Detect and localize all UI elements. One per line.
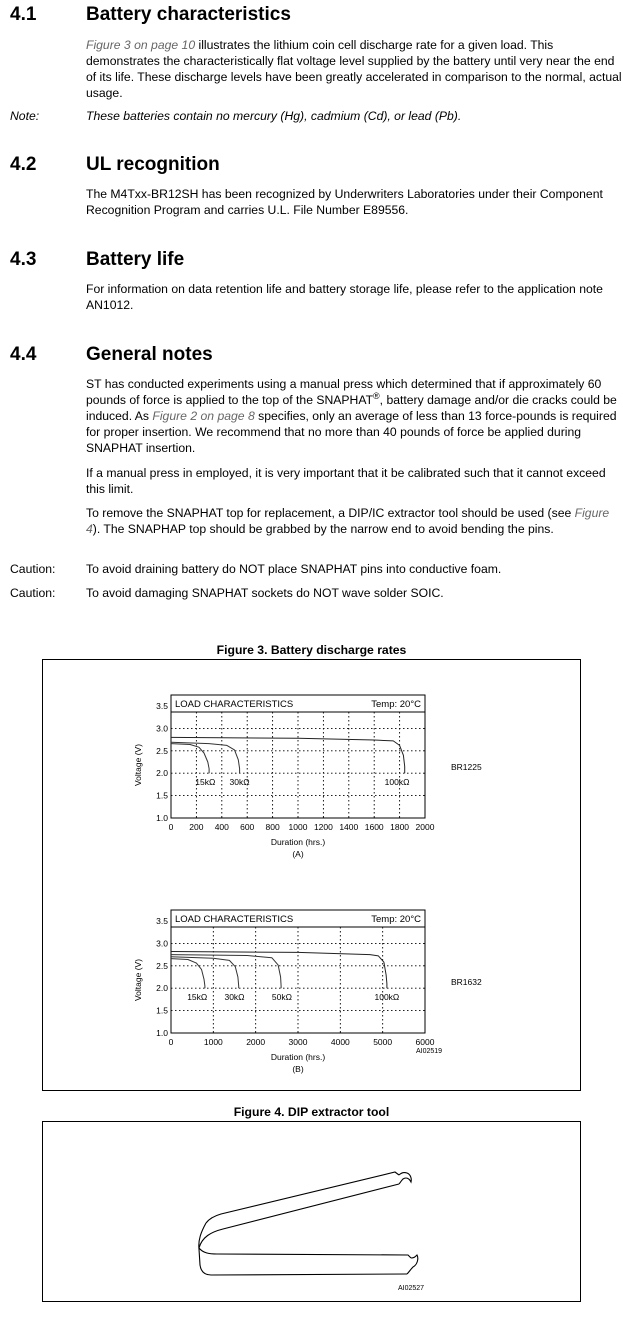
x-tick-label: 200	[189, 822, 204, 832]
x-tick-label: 1800	[390, 822, 410, 832]
paragraph-text: specifies, only an average of less than 13 force-pounds is required for proper insertion. We recommend that no more than 40 pounds of force be applied during SNAPHAT insertion.	[86, 409, 617, 455]
x-axis-label: Duration (hrs.)	[270, 837, 326, 847]
tool-outer-outline	[199, 1223, 407, 1275]
curve-label: 50kΩ	[271, 992, 292, 1003]
x-tick-label: 5000	[373, 1037, 393, 1047]
chart-title: LOAD CHARACTERISTICS	[175, 914, 294, 925]
section-paragraph: The M4Txx-BR12SH has been recognized by Underwriters Laboratories under their Component Recognition Program and carries U.L. File Number E89556.	[86, 187, 603, 217]
chart-title: LOAD CHARACTERISTICS	[175, 699, 294, 710]
section-paragraph	[86, 37, 622, 101]
y-tick-label: 2.5	[156, 960, 168, 971]
temperature-annotation: Temp: 20°C	[371, 914, 421, 925]
section-number: 4.2	[10, 154, 37, 175]
y-tick-label: 2.5	[156, 745, 168, 756]
paragraph-text: ). The SNAPHAP top should be grabbed by the narrow end to avoid bending the pins.	[92, 522, 554, 536]
figure-frame	[42, 659, 581, 1091]
figure-caption: Figure 3. Battery discharge rates	[216, 643, 407, 657]
x-tick-label: 600	[240, 822, 255, 832]
registered-mark: ®	[373, 390, 380, 401]
x-tick-label: 0	[168, 822, 174, 832]
curve-label: 100kΩ	[374, 992, 400, 1003]
section-paragraph: For information on data retention life and battery storage life, please refer to the application note AN1012.	[86, 282, 603, 312]
section-number: 4.4	[10, 344, 37, 365]
figure-reference-link[interactable]: Figure 3 on page 10	[86, 38, 196, 52]
tool-upper-arm-bottom	[199, 1184, 399, 1248]
x-tick-label: 0	[168, 1037, 174, 1047]
figure-reference-link[interactable]: Figure 4	[86, 506, 610, 536]
x-tick-label: 1600	[364, 822, 384, 832]
x-tick-label: 400	[214, 822, 229, 832]
y-tick-label: 3.5	[156, 701, 168, 711]
y-tick-label: 3.0	[156, 723, 168, 734]
section-title: UL recognition	[86, 154, 220, 175]
section-title: General notes	[86, 344, 213, 365]
chart-sublabel: (B)	[292, 1064, 304, 1074]
curve-label: 15kΩ	[195, 777, 216, 788]
section-number: 4.1	[10, 4, 37, 25]
x-tick-label: 2000	[415, 822, 435, 832]
y-axis-label: Voltage (V)	[133, 743, 143, 787]
tool-lower-arm-top	[199, 1248, 411, 1258]
section-paragraph: If a manual press in employed, it is very important that it be calibrated such that it cannot exceed this limit.	[86, 466, 606, 496]
x-tick-label: 1400	[339, 822, 359, 832]
x-tick-label: 1000	[288, 822, 308, 832]
discharge-chart-br1632	[43, 875, 580, 1075]
figure-code: AI02519	[416, 1048, 443, 1055]
caution-text: To avoid draining battery do NOT place SNAPHAT pins into conductive foam.	[86, 562, 502, 576]
paragraph-text: , battery damage and/or die cracks could be induced. As	[86, 393, 617, 423]
caution-label: Caution:	[10, 586, 56, 600]
caution-text: To avoid damaging SNAPHAT sockets do NOT wave solder SOIC.	[86, 586, 444, 600]
section-number: 4.3	[10, 249, 37, 270]
temperature-annotation: Temp: 20°C	[371, 699, 421, 710]
y-tick-label: 1.0	[156, 813, 168, 823]
y-tick-label: 1.5	[156, 1005, 168, 1016]
x-tick-label: 3000	[288, 1037, 308, 1047]
paragraph-text: illustrates the lithium coin cell discharge rate for a given load. This demonstrates the characteristically flat voltage level supplied by the battery until very near the end of its life. These discharge levels have been greatly accelerated in comparison to the normal, actual usage.	[86, 38, 622, 100]
x-tick-label: 2000	[246, 1037, 266, 1047]
curve-label: 15kΩ	[187, 992, 208, 1003]
dip-extractor-tool-drawing	[43, 1122, 580, 1301]
y-axis-label: Voltage (V)	[133, 958, 143, 1002]
section-title: Battery life	[86, 249, 185, 270]
x-tick-label: 800	[265, 822, 280, 832]
x-axis-label: Duration (hrs.)	[270, 1052, 326, 1062]
figure-frame	[42, 1121, 581, 1302]
chart-sublabel: (A)	[292, 849, 304, 859]
battery-model-label: BR1632	[451, 977, 482, 987]
y-tick-label: 2.0	[156, 983, 168, 994]
section-title: Battery characteristics	[86, 4, 291, 25]
discharge-chart-br1225	[43, 660, 580, 870]
curve-label: 100kΩ	[384, 777, 410, 788]
tool-upper-arm-top	[206, 1172, 399, 1223]
figure-reference-link[interactable]: Figure 2 on page 8	[152, 409, 255, 423]
x-tick-label: 6000	[415, 1037, 435, 1047]
figure-caption: Figure 4. DIP extractor tool	[233, 1105, 390, 1119]
y-tick-label: 3.5	[156, 916, 168, 926]
y-tick-label: 3.0	[156, 938, 168, 949]
note-text: These batteries contain no mercury (Hg), cadmium (Cd), or lead (Pb).	[86, 109, 462, 123]
figure-code-text: AI02527	[398, 1285, 425, 1292]
curve-label: 30kΩ	[224, 992, 245, 1003]
note-label: Note:	[10, 109, 40, 123]
caution-label: Caution:	[10, 562, 56, 576]
y-tick-label: 1.5	[156, 790, 168, 801]
paragraph-text: ST has conducted experiments using a manual press which determined that if approximately 60 pounds of force is applied to the top of the SNAPHAT	[86, 377, 602, 407]
x-tick-label: 1200	[313, 822, 333, 832]
tool-upper-hook	[399, 1173, 411, 1184]
section-paragraph	[86, 505, 622, 537]
battery-model-label: BR1225	[451, 762, 482, 772]
x-tick-label: 1000	[203, 1037, 223, 1047]
tool-lower-hook	[407, 1255, 418, 1274]
x-tick-label: 4000	[330, 1037, 350, 1047]
extractor-tool-shape	[199, 1172, 418, 1275]
y-tick-label: 1.0	[156, 1028, 168, 1038]
section-paragraph	[86, 376, 622, 456]
curve-label: 30kΩ	[229, 777, 250, 788]
paragraph-text: To remove the SNAPHAT top for replacement, a DIP/IC extractor tool should be used (see	[86, 506, 575, 520]
y-tick-label: 2.0	[156, 768, 168, 779]
